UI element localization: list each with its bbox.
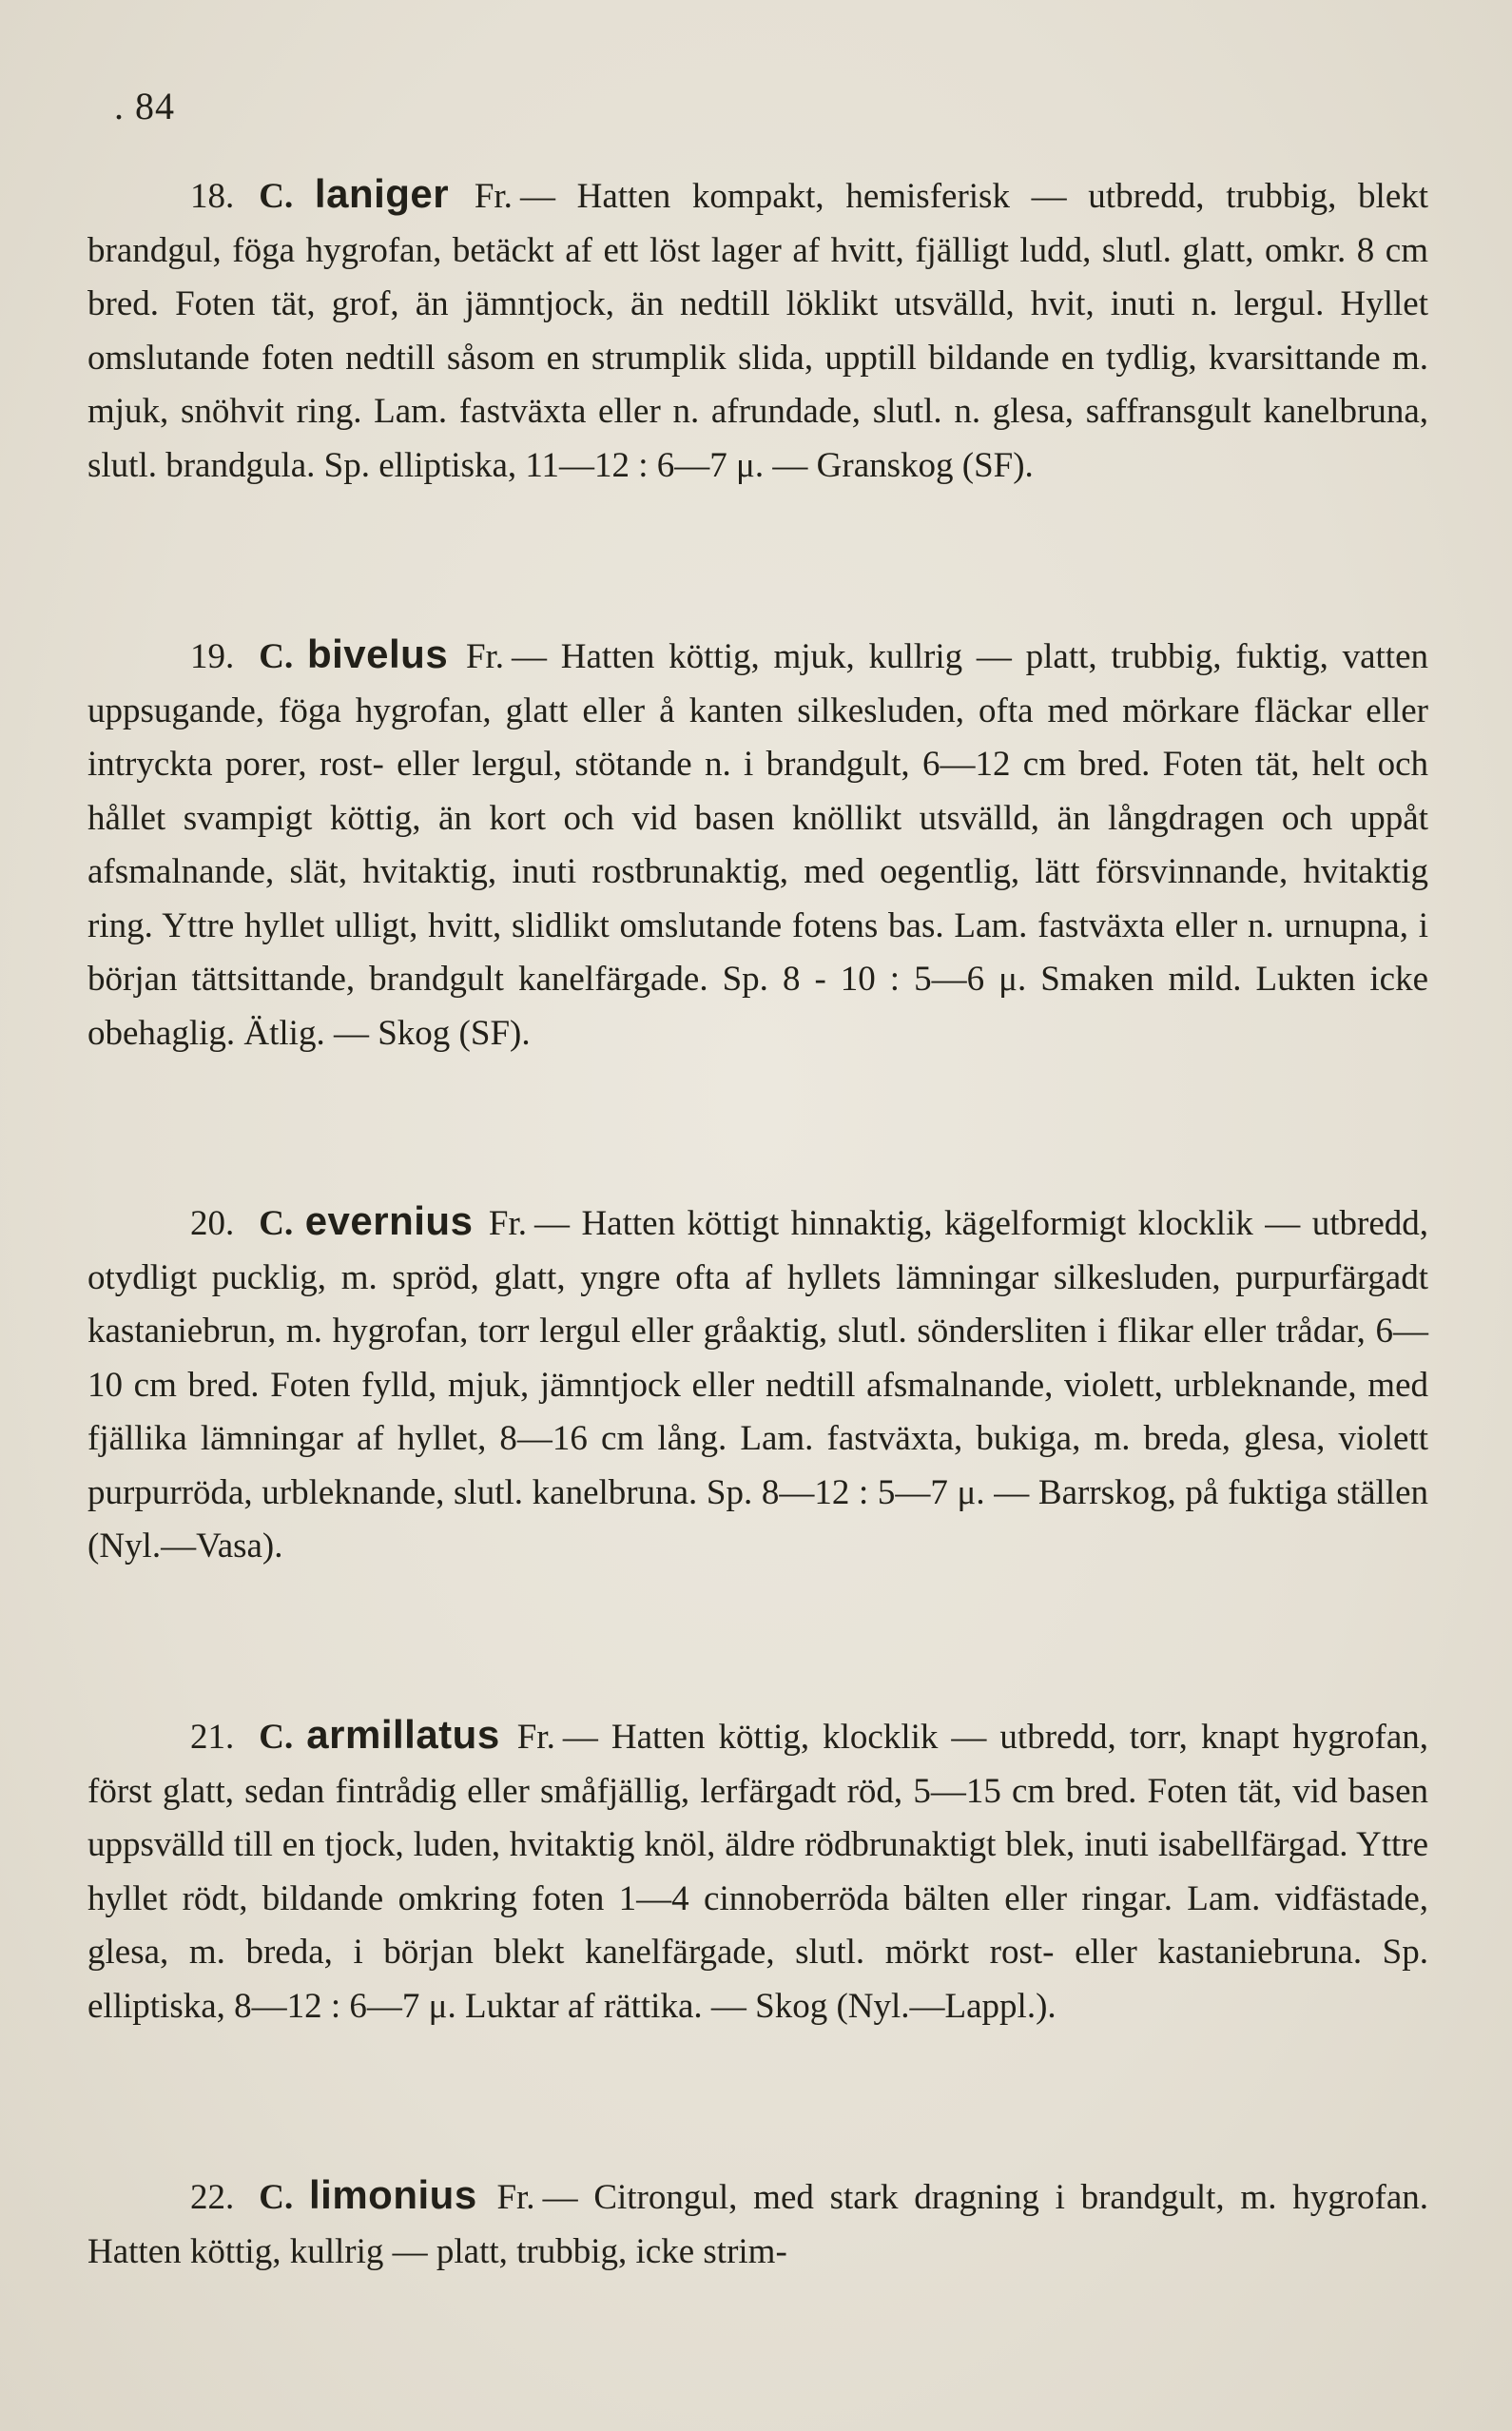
species-description: — Citrongul, med stark dragning i brandgult, m. hygrofan. Hatten köttig, kullrig — platt, trubbig, icke strim-: [87, 2178, 1429, 2271]
species-description: — Hatten köttig, mjuk, kullrig — platt, trubbig, fuktig, vatten uppsugande, föga hygrofan, glatt eller å kanten silkesluden, ofta med mörkare fläckar eller intryckta porer, rost- eller lergul, stötande n. i brandgult, 6—12 cm bred. Foten tät, helt och hållet svampigt köttig, än kort och vid basen knöllikt utsvälld, än långdragen och uppåt afsmalnande, slät, hvitaktig, inuti rostbrunaktig, med oegentlig, lätt försvinnande, hvitaktig ring. Yttre hyllet ulligt, hvitt, slidlikt omslutande fotens bas. Lam. fastväxta eller n. urnupna, i början tättsittande, brandgult kanelfärgade. Sp. 8 - 10 : 5—6 μ. Smaken mild. Lukten icke obehaglig. Ätlig. — Skog (SF).: [87, 637, 1428, 1053]
species-number: 19.: [190, 637, 235, 676]
species-name: laniger: [314, 171, 450, 216]
species-genus: C.: [259, 637, 294, 676]
species-entry-limonius: [87, 2168, 1428, 2279]
species-name: limonius: [309, 2172, 477, 2217]
species-author: Fr.: [496, 2178, 535, 2217]
species-entry-bivelus: [87, 628, 1428, 1060]
species-genus: C.: [259, 177, 294, 216]
species-entry-evernius: [87, 1195, 1428, 1574]
page-number: . 84: [114, 85, 175, 127]
species-author: Fr.: [516, 1718, 555, 1757]
species-number: 22.: [190, 2178, 235, 2217]
species-description: — Hatten köttig, klocklik — utbredd, torr, knapt hygrofan, först glatt, sedan fintrådig eller småfjällig, lerfärgadt röd, 5—15 cm bred. Foten tät, vid basen uppsvälld till en tjock, luden, hvitaktig knöl, äldre rödbrunaktigt blek, inuti isabellfärgad. Yttre hyllet rödt, bildande omkring foten 1—4 cinnoberröda bälten eller ringar. Lam. vidfästade, glesa, m. breda, i början blekt kanelfärgade, slutl. mörkt rost- eller kastaniebruna. Sp. elliptiska, 8—12 : 6—7 μ. Luktar af rättika. — Skog (Nyl.—Lappl.).: [87, 1718, 1428, 2026]
species-author: Fr.: [488, 1204, 528, 1243]
species-genus: C.: [259, 2178, 294, 2217]
species-number: 18.: [190, 177, 235, 216]
species-author: Fr.: [465, 637, 505, 676]
species-name: evernius: [304, 1198, 474, 1243]
species-entry-armillatus: [87, 1708, 1428, 2033]
species-genus: C.: [259, 1718, 294, 1757]
species-number: 21.: [190, 1718, 235, 1757]
species-number: 20.: [190, 1204, 235, 1243]
species-description: — Hatten kompakt, hemisferisk — utbredd, trubbig, blekt brandgul, föga hygrofan, betäckt af ett löst lager af hvitt, fjälligt ludd, slutl. glatt, omkr. 8 cm bred. Foten tät, grof, än jämntjock, än nedtill löklikt utsvälld, hvit, inuti n. lergul. Hyllet omslutande foten nedtill såsom en strumplik slida, upptill bildande en tydlig, kvarsittande m. mjuk, snöhvit ring. Lam. fastväxta eller n. afrundade, slutl. n. glesa, saffransgult kanelbruna, slutl. brandgula. Sp. elliptiska, 11—12 : 6—7 μ. — Granskog (SF).: [87, 177, 1429, 485]
species-name: bivelus: [306, 632, 449, 676]
species-name: armillatus: [306, 1712, 500, 1757]
species-entry-laniger: [87, 167, 1428, 493]
species-author: Fr.: [474, 177, 513, 216]
species-genus: C.: [259, 1204, 294, 1243]
species-description: — Hatten köttigt hinnaktig, kägelformigt klocklik — utbredd, otydligt pucklig, m. spröd, glatt, yngre ofta af hyllets lämningar silkesluden, purpurfärgadt kastaniebrun, m. hygrofan, torr lergul eller gråaktig, slutl. söndersliten i flikar eller trådar, 6—10 cm bred. Foten fylld, mjuk, jämntjock eller nedtill afsmalnande, violett, urbleknande, med fjällika lämningar af hyllet, 8—16 cm lång. Lam. fastväxta, bukiga, m. breda, glesa, violett purpurröda, urbleknande, slutl. kanelbruna. Sp. 8—12 : 5—7 μ. — Barrskog, på fuktiga ställen (Nyl.—Vasa).: [87, 1204, 1429, 1566]
